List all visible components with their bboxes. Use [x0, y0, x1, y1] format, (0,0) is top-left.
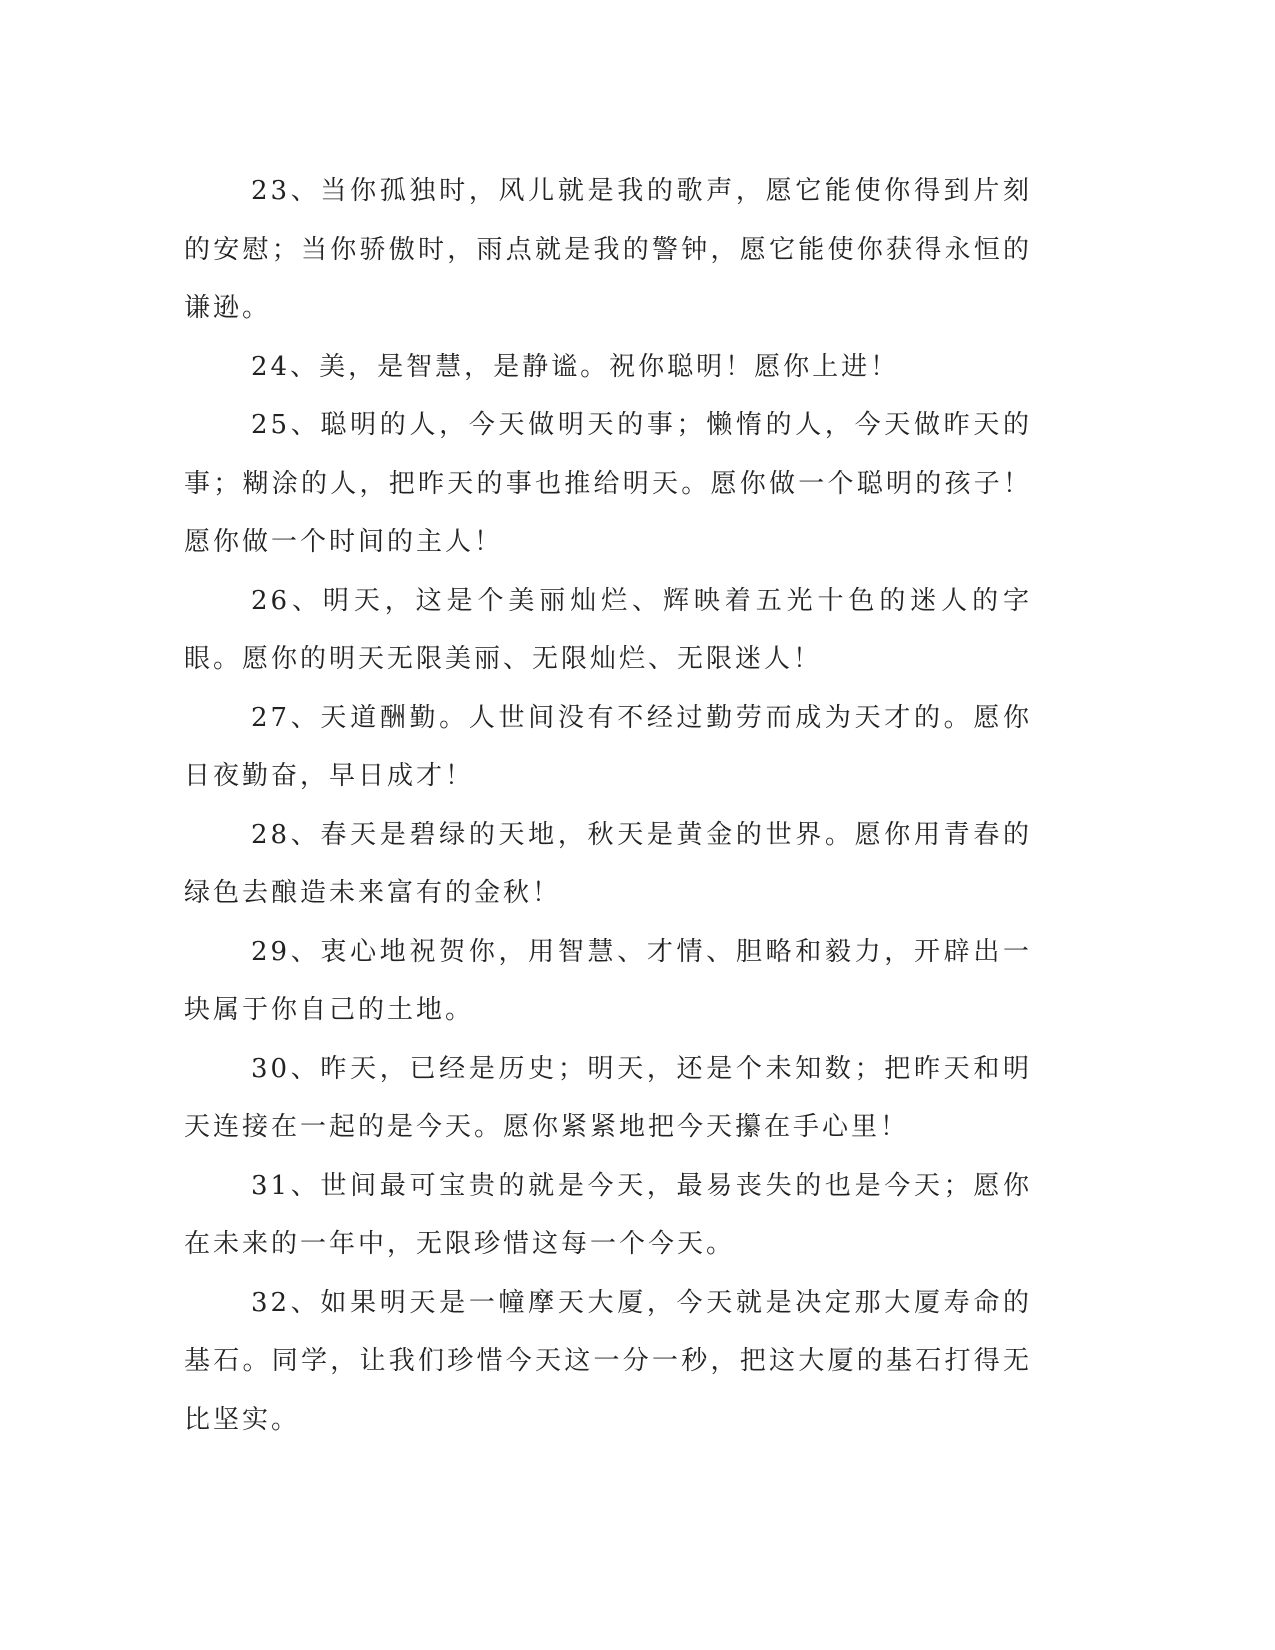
paragraph-27: 27、天道酬勤。人世间没有不经过勤劳而成为天才的。愿你日夜勤奋，早日成才！ [184, 702, 1032, 791]
paragraph-32: 32、如果明天是一幢摩天大厦，今天就是决定那大厦寿命的基石。同学，让我们珍惜今天这一分一秒，把这大厦的基石打得无比坚实。 [184, 1287, 1032, 1435]
paragraph-31: 31、世间最可宝贵的就是今天，最易丧失的也是今天；愿你在未来的一年中，无限珍惜这每一个今天。 [184, 1170, 1032, 1259]
paragraph-26: 26、明天，这是个美丽灿烂、辉映着五光十色的迷人的字眼。愿你的明天无限美丽、无限灿烂、无限迷人！ [184, 585, 1032, 674]
document-body [184, 162, 1032, 1449]
paragraph-24: 24、美，是智慧，是静谧。祝你聪明！愿你上进！ [251, 351, 900, 382]
paragraph-28: 28、春天是碧绿的天地，秋天是黄金的世界。愿你用青春的绿色去酿造未来富有的金秋！ [184, 819, 1032, 908]
paragraph-23: 23、当你孤独时，风儿就是我的歌声，愿它能使你得到片刻的安慰；当你骄傲时，雨点就是我的警钟，愿它能使你获得永恒的谦逊。 [184, 176, 1032, 323]
paragraph-25: 25、聪明的人，今天做明天的事；懒惰的人，今天做昨天的事；糊涂的人，把昨天的事也推给明天。愿你做一个聪明的孩子！愿你做一个时间的主人！ [184, 410, 1032, 557]
paragraph-29: 29、衷心地祝贺你，用智慧、才情、胆略和毅力，开辟出一块属于你自己的土地。 [184, 936, 1032, 1025]
paragraph-30: 30、昨天，已经是历史；明天，还是个未知数；把昨天和明天连接在一起的是今天。愿你紧紧地把今天攥在手心里！ [184, 1053, 1032, 1142]
